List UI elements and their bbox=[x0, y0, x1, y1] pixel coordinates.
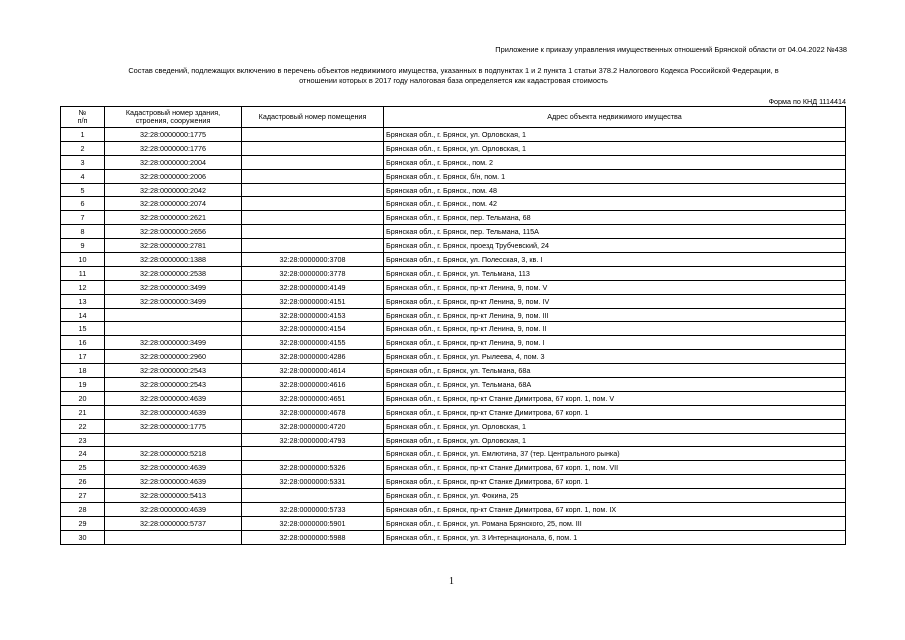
column-header-number-line2: п/п bbox=[77, 116, 88, 125]
object-address: Брянская обл., г. Брянск, ул. Емлютина, 37 (тер. Центрального рынка) bbox=[384, 447, 846, 461]
building-cadastral-number: 32:28:0000000:4639 bbox=[105, 391, 242, 405]
description-line-1: Состав сведений, подлежащих включению в перечень объектов недвижимого имущества, указанных в подпунктах 1 и 2 пункта 1 статьи 378.2 Налогового Кодекса Российской Федерации, в bbox=[128, 66, 779, 75]
premises-cadastral-number: 32:28:0000000:5331 bbox=[242, 475, 384, 489]
premises-cadastral-number: 32:28:0000000:4154 bbox=[242, 322, 384, 336]
table-row bbox=[61, 378, 846, 392]
row-number: 4 bbox=[61, 169, 105, 183]
building-cadastral-number: 32:28:0000000:1388 bbox=[105, 253, 242, 267]
premises-cadastral-number bbox=[242, 155, 384, 169]
table-row bbox=[61, 461, 846, 475]
page-number: 1 bbox=[449, 576, 454, 587]
table-row bbox=[61, 183, 846, 197]
table-row bbox=[61, 308, 846, 322]
premises-cadastral-number: 32:28:0000000:4286 bbox=[242, 350, 384, 364]
table-row bbox=[61, 211, 846, 225]
premises-cadastral-number: 32:28:0000000:4153 bbox=[242, 308, 384, 322]
building-cadastral-number: 32:28:0000000:3499 bbox=[105, 336, 242, 350]
row-number: 1 bbox=[61, 128, 105, 142]
building-cadastral-number: 32:28:0000000:5413 bbox=[105, 489, 242, 503]
table-row bbox=[61, 516, 846, 530]
premises-cadastral-number: 32:28:0000000:4616 bbox=[242, 378, 384, 392]
row-number: 17 bbox=[61, 350, 105, 364]
table-row bbox=[61, 266, 846, 280]
object-address: Брянская обл., г. Брянск, пр-кт Станке Димитрова, 67 корп. 1 bbox=[384, 475, 846, 489]
table-row bbox=[61, 294, 846, 308]
building-cadastral-number: 32:28:0000000:2074 bbox=[105, 197, 242, 211]
row-number: 29 bbox=[61, 516, 105, 530]
premises-cadastral-number bbox=[242, 239, 384, 253]
building-cadastral-number: 32:28:0000000:2004 bbox=[105, 155, 242, 169]
building-cadastral-number: 32:28:0000000:4639 bbox=[105, 405, 242, 419]
premises-cadastral-number: 32:28:0000000:5733 bbox=[242, 503, 384, 517]
object-address: Брянская обл., г. Брянск, проезд Трубчевский, 24 bbox=[384, 239, 846, 253]
object-address: Брянская обл., г. Брянск, ул. Орловская, 1 bbox=[384, 141, 846, 155]
object-address: Брянская обл., г. Брянск, пер. Тельмана, 115А bbox=[384, 225, 846, 239]
table-row bbox=[61, 225, 846, 239]
table-row bbox=[61, 503, 846, 517]
object-address: Брянская обл., г. Брянск, ул. Полесская, 3, кв. I bbox=[384, 253, 846, 267]
building-cadastral-number bbox=[105, 308, 242, 322]
form-code: Форма по КНД 1114414 bbox=[768, 97, 846, 106]
building-cadastral-number: 32:28:0000000:2543 bbox=[105, 364, 242, 378]
object-address: Брянская обл., г. Брянск, ул. Орловская, 1 bbox=[384, 419, 846, 433]
table-row bbox=[61, 336, 846, 350]
premises-cadastral-number: 32:28:0000000:5988 bbox=[242, 530, 384, 544]
object-address: Брянская обл., г. Брянск, пр-кт Ленина, 9, пом. III bbox=[384, 308, 846, 322]
building-cadastral-number: 32:28:0000000:1775 bbox=[105, 419, 242, 433]
object-address: Брянская обл., г. Брянск, ул. Орловская, 1 bbox=[384, 128, 846, 142]
building-cadastral-number: 32:28:0000000:2538 bbox=[105, 266, 242, 280]
row-number: 30 bbox=[61, 530, 105, 544]
row-number: 13 bbox=[61, 294, 105, 308]
table-row bbox=[61, 169, 846, 183]
row-number: 10 bbox=[61, 253, 105, 267]
document-description bbox=[60, 66, 847, 85]
table-row bbox=[61, 280, 846, 294]
appendix-note: Приложение к приказу управления имущественных отношений Брянской области от 04.04.2022 №438 bbox=[495, 45, 847, 54]
row-number: 14 bbox=[61, 308, 105, 322]
row-number: 2 bbox=[61, 141, 105, 155]
object-address: Брянская обл., г. Брянск, ул. Тельмана, 68а bbox=[384, 364, 846, 378]
premises-cadastral-number: 32:28:0000000:5326 bbox=[242, 461, 384, 475]
premises-cadastral-number bbox=[242, 225, 384, 239]
premises-cadastral-number: 32:28:0000000:3708 bbox=[242, 253, 384, 267]
row-number: 3 bbox=[61, 155, 105, 169]
row-number: 15 bbox=[61, 322, 105, 336]
property-table bbox=[60, 106, 846, 545]
table-row bbox=[61, 239, 846, 253]
object-address: Брянская обл., г. Брянск., пом. 42 bbox=[384, 197, 846, 211]
row-number: 18 bbox=[61, 364, 105, 378]
premises-cadastral-number bbox=[242, 169, 384, 183]
object-address: Брянская обл., г. Брянск, пр-кт Станке Димитрова, 67 корп. 1, пом. V bbox=[384, 391, 846, 405]
column-header-address: Адрес объекта недвижимого имущества bbox=[384, 107, 846, 128]
building-cadastral-number: 32:28:0000000:2543 bbox=[105, 378, 242, 392]
object-address: Брянская обл., г. Брянск, ул. Фокина, 25 bbox=[384, 489, 846, 503]
row-number: 9 bbox=[61, 239, 105, 253]
row-number: 27 bbox=[61, 489, 105, 503]
row-number: 7 bbox=[61, 211, 105, 225]
building-cadastral-number: 32:28:0000000:4639 bbox=[105, 461, 242, 475]
object-address: Брянская обл., г. Брянск, ул. 3 Интернационала, 6, пом. 1 bbox=[384, 530, 846, 544]
table-body bbox=[61, 128, 846, 545]
building-cadastral-number bbox=[105, 530, 242, 544]
row-number: 24 bbox=[61, 447, 105, 461]
premises-cadastral-number: 32:28:0000000:4678 bbox=[242, 405, 384, 419]
premises-cadastral-number: 32:28:0000000:3778 bbox=[242, 266, 384, 280]
object-address: Брянская обл., г. Брянск, пер. Тельмана, 68 bbox=[384, 211, 846, 225]
row-number: 5 bbox=[61, 183, 105, 197]
premises-cadastral-number: 32:28:0000000:4651 bbox=[242, 391, 384, 405]
table-row bbox=[61, 350, 846, 364]
building-cadastral-number: 32:28:0000000:1775 bbox=[105, 128, 242, 142]
row-number: 12 bbox=[61, 280, 105, 294]
premises-cadastral-number bbox=[242, 183, 384, 197]
object-address: Брянская обл., г. Брянск, пр-кт Ленина, 9, пом. V bbox=[384, 280, 846, 294]
premises-cadastral-number bbox=[242, 447, 384, 461]
column-header-building-line1: Кадастровый номер здания, bbox=[125, 108, 221, 117]
row-number: 28 bbox=[61, 503, 105, 517]
object-address: Брянская обл., г. Брянск, б/н, пом. 1 bbox=[384, 169, 846, 183]
building-cadastral-number: 32:28:0000000:3499 bbox=[105, 294, 242, 308]
object-address: Брянская обл., г. Брянск, пр-кт Ленина, 9, пом. II bbox=[384, 322, 846, 336]
table-header-row bbox=[61, 107, 846, 128]
premises-cadastral-number bbox=[242, 141, 384, 155]
building-cadastral-number: 32:28:0000000:5218 bbox=[105, 447, 242, 461]
object-address: Брянская обл., г. Брянск, ул. Романа Брянского, 25, пом. III bbox=[384, 516, 846, 530]
table-row bbox=[61, 197, 846, 211]
row-number: 23 bbox=[61, 433, 105, 447]
table-row bbox=[61, 419, 846, 433]
column-header-building-cadastral bbox=[105, 107, 242, 128]
building-cadastral-number: 32:28:0000000:3499 bbox=[105, 280, 242, 294]
table-row bbox=[61, 405, 846, 419]
table-row bbox=[61, 447, 846, 461]
table-row bbox=[61, 128, 846, 142]
premises-cadastral-number: 32:28:0000000:4793 bbox=[242, 433, 384, 447]
building-cadastral-number: 32:28:0000000:2042 bbox=[105, 183, 242, 197]
object-address: Брянская обл., г. Брянск, ул. Орловская, 1 bbox=[384, 433, 846, 447]
premises-cadastral-number bbox=[242, 128, 384, 142]
premises-cadastral-number bbox=[242, 489, 384, 503]
premises-cadastral-number: 32:28:0000000:4155 bbox=[242, 336, 384, 350]
building-cadastral-number: 32:28:0000000:2656 bbox=[105, 225, 242, 239]
table-row bbox=[61, 530, 846, 544]
row-number: 8 bbox=[61, 225, 105, 239]
premises-cadastral-number: 32:28:0000000:4720 bbox=[242, 419, 384, 433]
row-number: 19 bbox=[61, 378, 105, 392]
premises-cadastral-number: 32:28:0000000:5901 bbox=[242, 516, 384, 530]
building-cadastral-number bbox=[105, 322, 242, 336]
object-address: Брянская обл., г. Брянск, пр-кт Ленина, 9, пом. IV bbox=[384, 294, 846, 308]
object-address: Брянская обл., г. Брянск, пр-кт Ленина, 9, пом. I bbox=[384, 336, 846, 350]
object-address: Брянская обл., г. Брянск, пр-кт Станке Димитрова, 67 корп. 1, пом. VII bbox=[384, 461, 846, 475]
object-address: Брянская обл., г. Брянск., пом. 48 bbox=[384, 183, 846, 197]
column-header-number-line1: № bbox=[78, 108, 87, 117]
table-row bbox=[61, 391, 846, 405]
building-cadastral-number: 32:28:0000000:1776 bbox=[105, 141, 242, 155]
row-number: 16 bbox=[61, 336, 105, 350]
object-address: Брянская обл., г. Брянск, ул. Тельмана, 113 bbox=[384, 266, 846, 280]
table-row bbox=[61, 433, 846, 447]
premises-cadastral-number: 32:28:0000000:4614 bbox=[242, 364, 384, 378]
object-address: Брянская обл., г. Брянск, пр-кт Станке Димитрова, 67 корп. 1, пом. IX bbox=[384, 503, 846, 517]
building-cadastral-number: 32:28:0000000:4639 bbox=[105, 475, 242, 489]
building-cadastral-number: 32:28:0000000:2781 bbox=[105, 239, 242, 253]
building-cadastral-number: 32:28:0000000:5737 bbox=[105, 516, 242, 530]
premises-cadastral-number: 32:28:0000000:4149 bbox=[242, 280, 384, 294]
table-row bbox=[61, 364, 846, 378]
row-number: 20 bbox=[61, 391, 105, 405]
description-line-2: отношении которых в 2017 году налоговая база определяется как кадастровая стоимость bbox=[299, 75, 608, 85]
table-row bbox=[61, 322, 846, 336]
row-number: 21 bbox=[61, 405, 105, 419]
object-address: Брянская обл., г. Брянск, пр-кт Станке Димитрова, 67 корп. 1 bbox=[384, 405, 846, 419]
object-address: Брянская обл., г. Брянск, ул. Рылеева, 4, пом. 3 bbox=[384, 350, 846, 364]
table-row bbox=[61, 141, 846, 155]
table-row bbox=[61, 253, 846, 267]
table-row bbox=[61, 475, 846, 489]
row-number: 11 bbox=[61, 266, 105, 280]
premises-cadastral-number bbox=[242, 197, 384, 211]
table-row bbox=[61, 155, 846, 169]
row-number: 22 bbox=[61, 419, 105, 433]
column-header-building-line2: строения, сооружения bbox=[135, 116, 211, 125]
building-cadastral-number: 32:28:0000000:2621 bbox=[105, 211, 242, 225]
premises-cadastral-number bbox=[242, 211, 384, 225]
building-cadastral-number: 32:28:0000000:2006 bbox=[105, 169, 242, 183]
row-number: 26 bbox=[61, 475, 105, 489]
row-number: 6 bbox=[61, 197, 105, 211]
premises-cadastral-number: 32:28:0000000:4151 bbox=[242, 294, 384, 308]
building-cadastral-number bbox=[105, 433, 242, 447]
building-cadastral-number: 32:28:0000000:2960 bbox=[105, 350, 242, 364]
row-number: 25 bbox=[61, 461, 105, 475]
column-header-premises-cadastral: Кадастровый номер помещения bbox=[242, 107, 384, 128]
building-cadastral-number: 32:28:0000000:4639 bbox=[105, 503, 242, 517]
object-address: Брянская обл., г. Брянск, ул. Тельмана, 68А bbox=[384, 378, 846, 392]
table-row bbox=[61, 489, 846, 503]
column-header-number bbox=[61, 107, 105, 128]
object-address: Брянская обл., г. Брянск., пом. 2 bbox=[384, 155, 846, 169]
